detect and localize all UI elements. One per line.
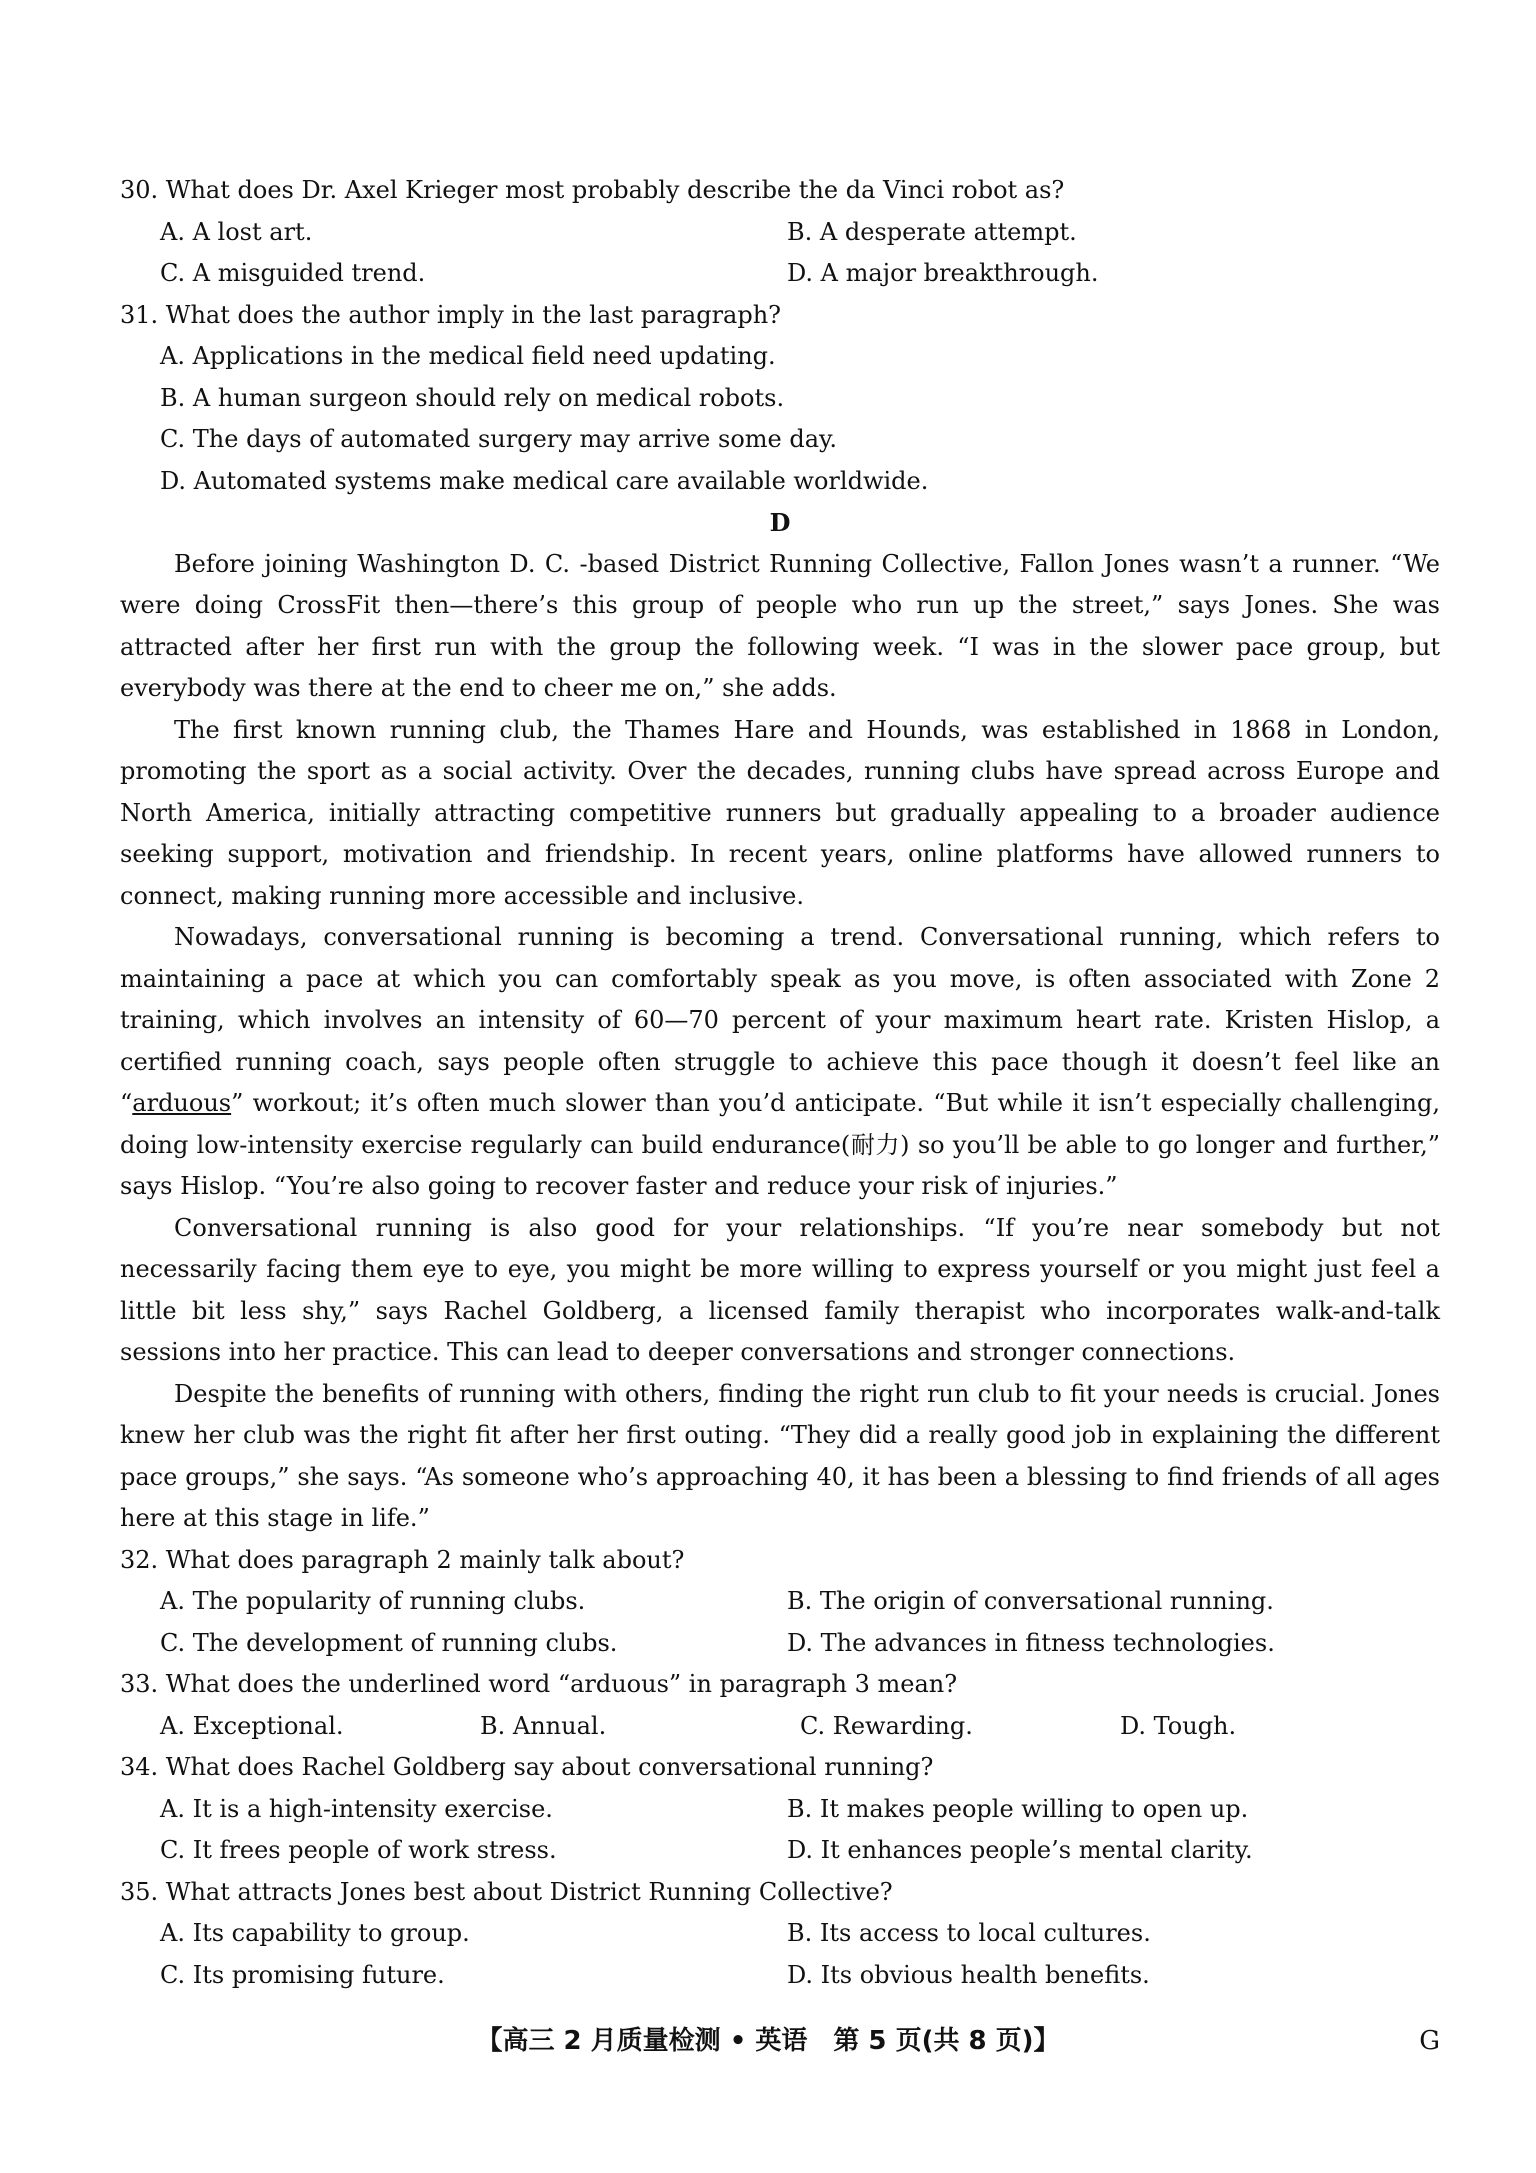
question-31-option-a: A. Applications in the medical field need updating.	[160, 342, 776, 370]
underlined-word: arduous	[132, 1089, 232, 1117]
question-31-stem: 31. What does the author imply in the last paragraph?	[120, 300, 782, 329]
question-33-option-b: B. Annual.	[480, 1711, 607, 1740]
question-30-option-b: B. A desperate attempt.	[787, 217, 1077, 246]
question-35-option-d: D. Its obvious health benefits.	[787, 1960, 1150, 1989]
question-35-stem: 35. What attracts Jones best about District Running Collective?	[120, 1877, 893, 1906]
question-31-option-c: C. The days of automated surgery may arrive some day.	[160, 425, 838, 453]
question-30-stem: 30. What does Dr. Axel Krieger most probably describe the da Vinci robot as?	[120, 176, 1065, 204]
question-33-option-c: C. Rewarding.	[800, 1711, 973, 1740]
question-33	[120, 1664, 1440, 1747]
paragraph-3-text-after: ” workout; it’s often much slower than you’d anticipate. “But while it isn’t especially challenging, doing low-intensity exercise regularly can build endurance(耐力) so you’ll be able to go longer and further,” says Hislop. “You’re also going to recover faster and reduce your risk of injuries.”	[120, 1089, 1440, 1200]
page-content	[120, 170, 1440, 1996]
question-32-option-d: D. The advances in fitness technologies.	[787, 1628, 1275, 1657]
question-34-stem: 34. What does Rachel Goldberg say about conversational running?	[120, 1753, 934, 1781]
question-34-option-d: D. It enhances people’s mental clarity.	[787, 1836, 1253, 1864]
question-30	[120, 170, 1440, 295]
paper-version-code: G	[1419, 2026, 1440, 2056]
question-31	[120, 295, 1440, 503]
question-34-option-b: B. It makes people willing to open up.	[787, 1794, 1249, 1823]
question-32-option-c: C. The development of running clubs.	[160, 1628, 618, 1657]
question-31-option-d: D. Automated systems make medical care available worldwide.	[160, 466, 929, 495]
passage-paragraph-3	[120, 917, 1440, 1208]
question-35	[120, 1872, 1440, 1997]
question-31-option-b: B. A human surgeon should rely on medical robots.	[160, 383, 785, 412]
question-33-option-a: A. Exceptional.	[160, 1711, 344, 1740]
question-33-stem: 33. What does the underlined word “arduous” in paragraph 3 mean?	[120, 1670, 958, 1698]
passage-paragraph-5: Despite the benefits of running with others, finding the right run club to fit your needs is crucial. Jones knew her club was the right fit after her first outing. “They did a really good job in explaining the different pace groups,” she says. “As someone who’s approaching 40, it has been a blessing to find friends of all ages here at this stage in life.”	[120, 1379, 1440, 1532]
question-35-option-b: B. Its access to local cultures.	[787, 1919, 1151, 1947]
question-30-option-a: A. A lost art.	[160, 217, 313, 246]
passage-paragraph-2: The first known running club, the Thames Hare and Hounds, was established in 1868 in London, promoting the sport as a social activity. Over the decades, running clubs have spread across Europe and North America, initially attracting competitive runners but gradually appealing to a broader audience seeking support, motivation and friendship. In recent years, online platforms have allowed runners to connect, making running more accessible and inclusive.	[120, 715, 1440, 910]
question-32	[120, 1540, 1440, 1665]
question-34-option-c: C. It frees people of work stress.	[160, 1836, 557, 1864]
question-32-option-a: A. The popularity of running clubs.	[160, 1587, 586, 1615]
question-30-option-d: D. A major breakthrough.	[787, 259, 1099, 287]
page-footer: 【高三 2 月质量检测 • 英语 第 5 页(共 8 页)】	[476, 2026, 1060, 2056]
passage-paragraph-1: Before joining Washington D. C. -based District Running Collective, Fallon Jones wasn’t a runner. “We were doing CrossFit then—there’s this group of people who run up the street,” says Jones. She was attracted after her first run with the group the following week. “I was in the slower pace group, but everybody was there at the end to cheer me on,” she adds.	[120, 549, 1440, 702]
passage-paragraph-4: Conversational running is also good for your relationships. “If you’re near somebody but not necessarily facing them eye to eye, you might be more willing to express yourself or you might just feel a little bit less shy,” says Rachel Goldberg, a licensed family therapist who incorporates walk-and-talk sessions into her practice. This can lead to deeper conversations and stronger connections.	[120, 1213, 1440, 1366]
question-32-option-b: B. The origin of conversational running.	[787, 1587, 1274, 1615]
paragraph-3-text-before: Nowadays, conversational running is becoming a trend. Conversational running, which refers to maintaining a pace at which you can comfortably speak as you move, is often associated with Zone 2 training, which involves an intensity of 60—70 percent of your maximum heart rate. Kristen Hislop, a certified running coach, says people often struggle to achieve this pace though it doesn’t feel like an “	[120, 923, 1440, 1117]
question-33-option-d: D. Tough.	[1120, 1711, 1237, 1740]
section-title: D	[769, 508, 791, 537]
question-35-option-a: A. Its capability to group.	[160, 1919, 470, 1947]
question-35-option-c: C. Its promising future.	[160, 1960, 445, 1989]
question-32-stem: 32. What does paragraph 2 mainly talk about?	[120, 1545, 685, 1574]
question-34-option-a: A. It is a high-intensity exercise.	[160, 1794, 553, 1823]
question-34	[120, 1747, 1440, 1872]
question-30-option-c: C. A misguided trend.	[160, 259, 426, 287]
